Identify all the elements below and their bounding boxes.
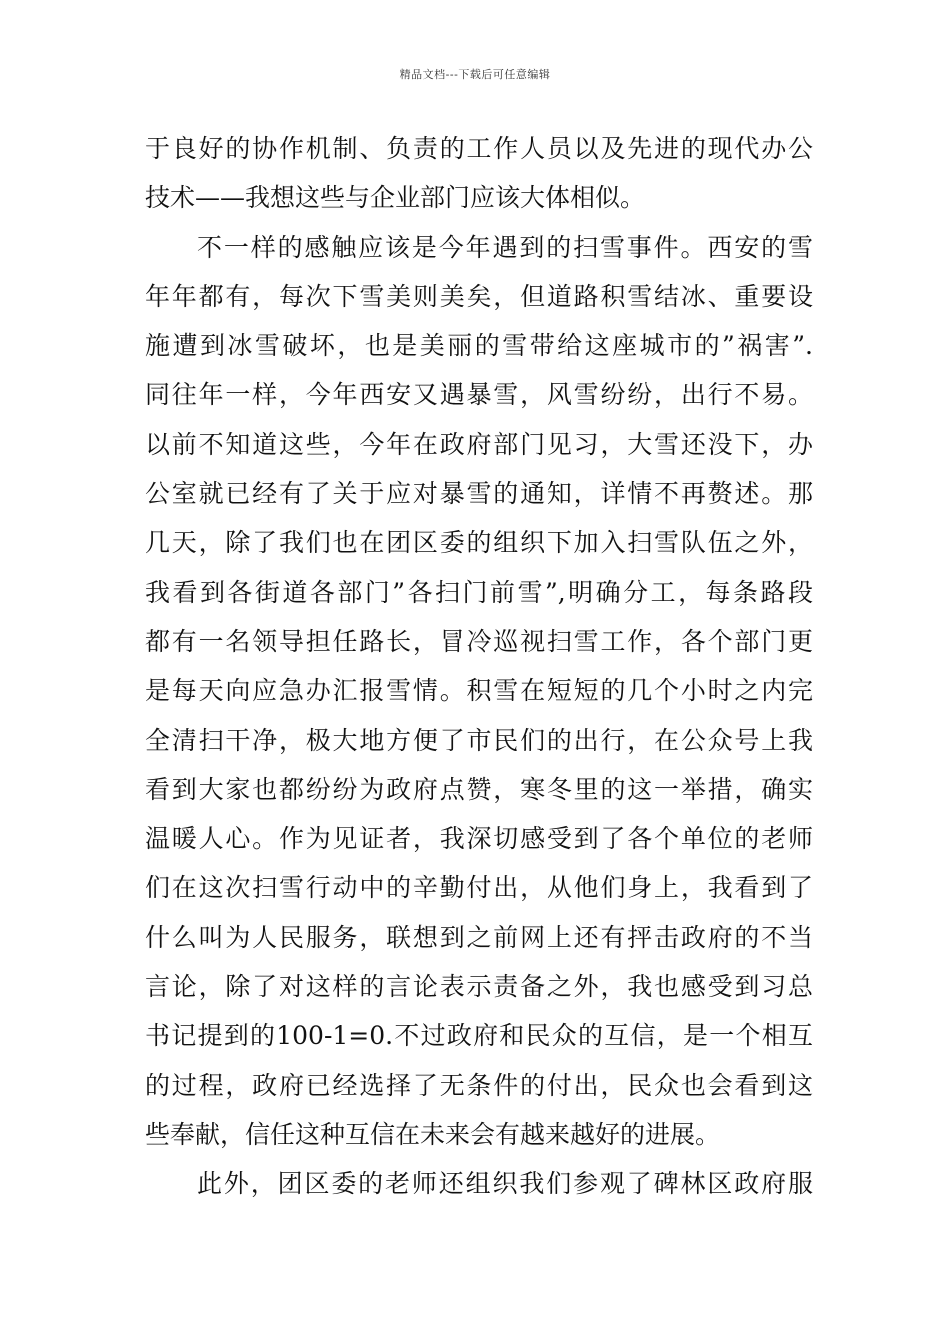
text-line: 同往年一样，今年西安又遇暴雪，风雪纷纷，出行不易。 [145, 380, 813, 410]
text-line: 年年都有，每次下雪美则美矣，但道路积雪结冰、重要设 [145, 281, 813, 311]
text-line: 温暖人心。作为见证者，我深切感受到了各个单位的老师 [145, 824, 813, 854]
text-line: 不一样的感触应该是今年遇到的扫雪事件。西安的雪 [197, 232, 813, 262]
text-line: 于良好的协作机制、负责的工作人员以及先进的现代办公 [145, 134, 813, 163]
body-text [145, 124, 813, 1209]
text-line: 都有一名领导担任路长，冒冷巡视扫雪工作，各个部门更 [145, 626, 813, 656]
text-line: 技术——我想这些与企业部门应该大体相似。 [145, 183, 646, 213]
text-line: 施遭到冰雪破坏，也是美丽的雪带给这座城市的”祸害”. [145, 331, 813, 361]
text-line: 是每天向应急办汇报雪情。积雪在短短的几个小时之内完 [145, 676, 813, 706]
text-line: 些奉献，信任这种互信在未来会有越来越好的进展。 [145, 1119, 721, 1149]
text-line: 的过程，政府已经选择了无条件的付出，民众也会看到这 [145, 1070, 813, 1100]
text-line: 以前不知道这些，今年在政府部门见习，大雪还没下，办 [145, 429, 813, 459]
text-line: 看到大家也都纷纷为政府点赞，寒冬里的这一举措，确实 [145, 774, 813, 804]
text-line: 几天，除了我们也在团区委的组织下加入扫雪队伍之外， [145, 528, 813, 558]
text-line: 们在这次扫雪行动中的辛勤付出，从他们身上，我看到了 [145, 873, 813, 903]
page-header: 精品文档---下载后可任意编辑 [399, 68, 551, 81]
text-line: 书记提到的100-1=0.不过政府和民众的互信，是一个相互 [145, 1021, 813, 1051]
text-line: 此外，团区委的老师还组织我们参观了碑林区政府服 [197, 1169, 813, 1199]
text-line: 公室就已经有了关于应对暴雪的通知，详情不再赘述。那 [145, 479, 813, 509]
text-line: 什么叫为人民服务，联想到之前网上还有抨击政府的不当 [145, 922, 813, 952]
text-line: 我看到各街道各部门”各扫门前雪”,明确分工，每条路段 [145, 577, 813, 607]
text-line: 言论，除了对这样的言论表示责备之外，我也感受到习总 [145, 972, 813, 1002]
text-line: 全清扫干净，极大地方便了市民们的出行，在公众号上我 [145, 725, 813, 755]
